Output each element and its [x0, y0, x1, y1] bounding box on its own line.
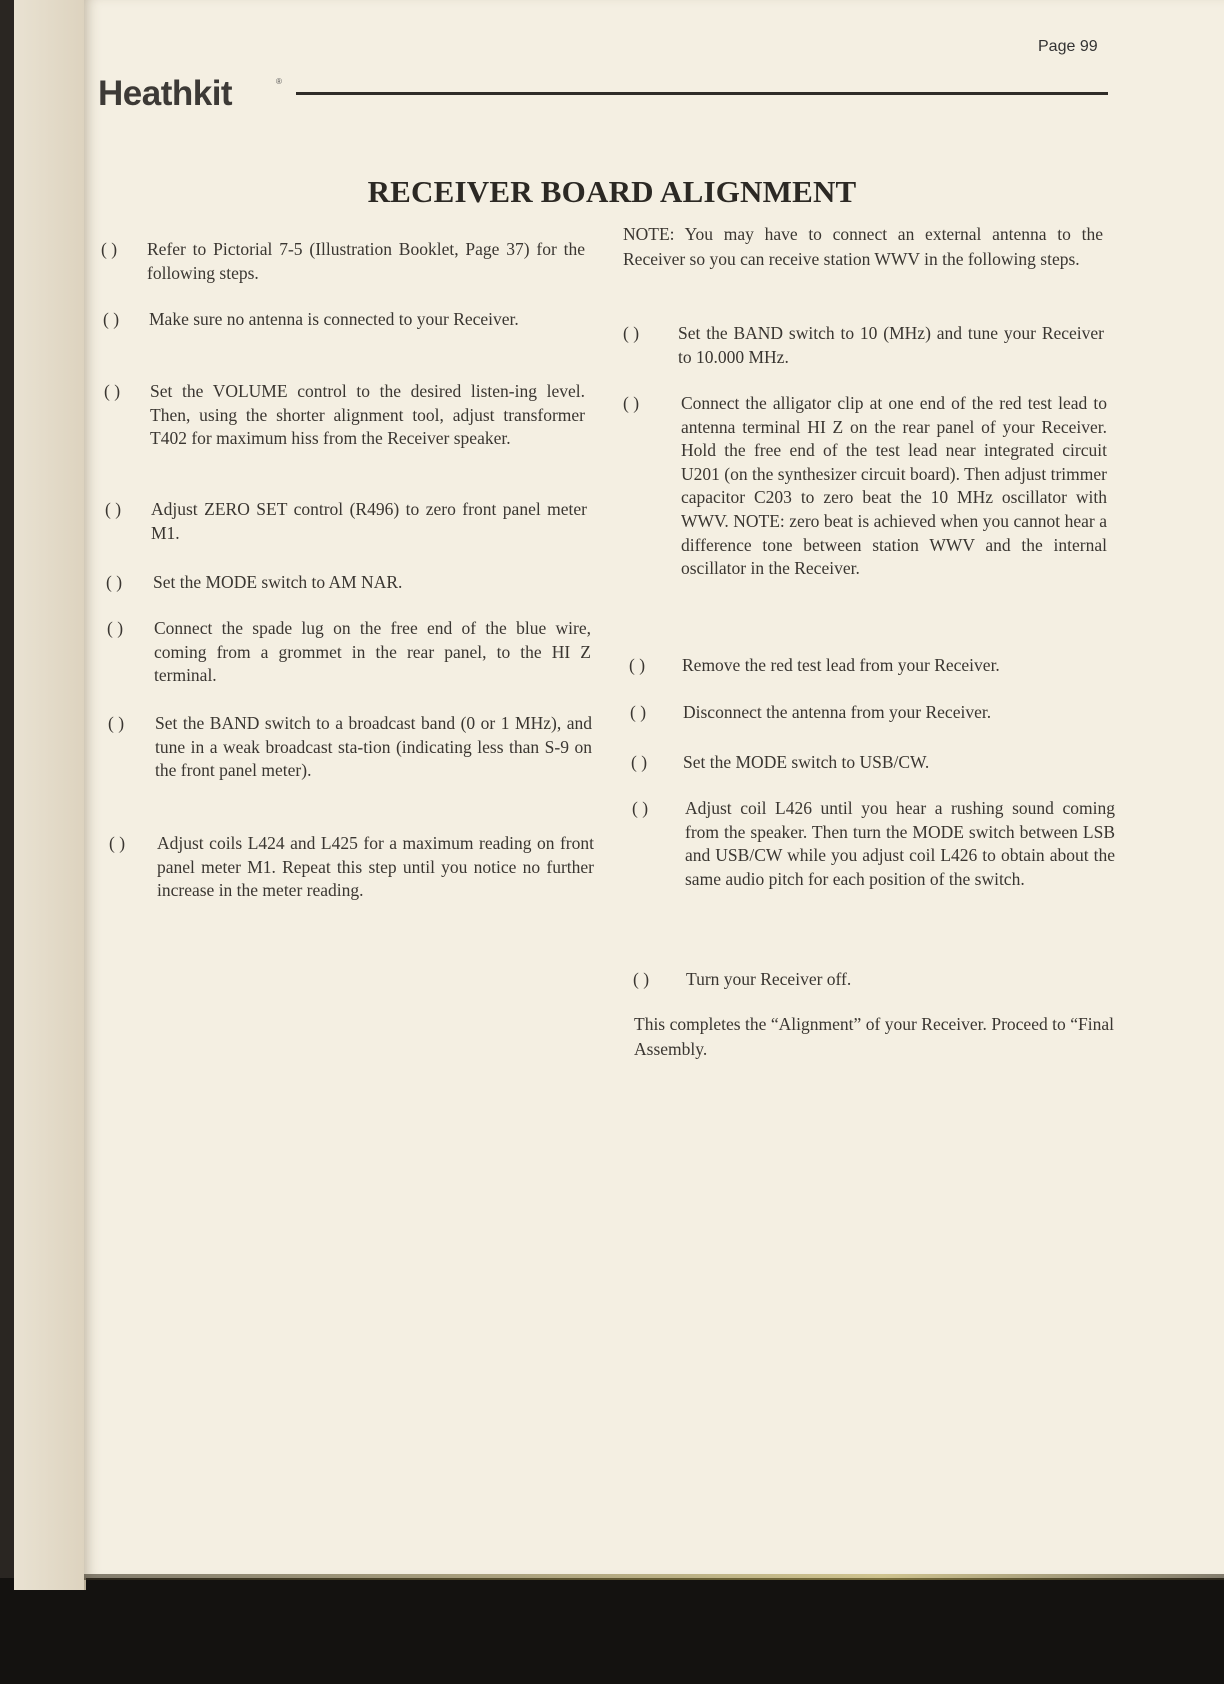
- step-checkbox[interactable]: ( ): [633, 969, 650, 989]
- step-text: Make sure no antenna is connected to your Receiver.: [149, 309, 519, 329]
- step-text: Refer to Pictorial 7-5 (Illustration Booklet, Page 37) for the following steps.: [147, 239, 585, 283]
- step-text: Set the VOLUME control to the desired listen-ing level. Then, using the shorter alignment tool, adjust transformer T402 for maximum hiss from the Receiver speaker.: [150, 381, 585, 449]
- step-checkbox[interactable]: ( ): [106, 572, 123, 592]
- step-checkbox[interactable]: ( ): [109, 833, 126, 853]
- step-text: Adjust coil L426 until you hear a rushing sound coming from the speaker. Then turn the MODE switch between LSB and USB/CW while you adjust coil L426 to obtain about the same audio pitch for each position of the switch.: [685, 798, 1115, 889]
- step-text: Set the MODE switch to AM NAR.: [153, 572, 403, 592]
- step-checkbox[interactable]: ( ): [101, 239, 118, 259]
- step-checkbox[interactable]: ( ): [630, 702, 647, 722]
- background-left-edge: [0, 0, 14, 1684]
- closing-paragraph: This completes the “Alignment” of your Receiver. Proceed to “Final Assembly.: [634, 1014, 1114, 1059]
- step-text: Set the BAND switch to 10 (MHz) and tune your Receiver to 10.000 MHz.: [678, 323, 1104, 367]
- step-text: Connect the alligator clip at one end of the red test lead to antenna terminal HI Z on the rear panel of your Receiver. Hold the free end of the test lead near integrated circuit U201 (on the synthesizer circuit board). Then adjust trimmer capacitor C203 to zero beat the 10 MHz oscillator with WWV. NOTE: zero beat is achieved when you cannot hear a difference tone between station WWV and the internal oscillator in the Receiver.: [681, 393, 1107, 579]
- step-text: Turn your Receiver off.: [686, 969, 852, 989]
- header-rule: [296, 92, 1108, 95]
- step-checkbox[interactable]: ( ): [103, 309, 120, 329]
- step-checkbox[interactable]: ( ): [632, 798, 649, 818]
- background-bottom: [0, 1578, 1224, 1684]
- step-text: Adjust ZERO SET control (R496) to zero front panel meter M1.: [151, 499, 587, 543]
- brand-logo: Heathkit: [98, 74, 233, 113]
- step-checkbox[interactable]: ( ): [629, 655, 646, 675]
- step-text: Disconnect the antenna from your Receiver.: [683, 702, 992, 722]
- step-text: Adjust coils L424 and L425 for a maximum reading on front panel meter M1. Repeat this step until you notice no further increase in the meter reading.: [157, 833, 594, 901]
- brand-registered-mark: ®: [276, 77, 282, 86]
- page-bottom-edge: [84, 1574, 1224, 1580]
- step-checkbox[interactable]: ( ): [108, 713, 125, 733]
- note-paragraph: NOTE: You may have to connect an external antenna to the Receiver so you can receive station WWV in the following steps.: [623, 224, 1103, 269]
- step-text: Set the BAND switch to a broadcast band (0 or 1 MHz), and tune in a weak broadcast sta-tion (indicating less than S-9 on the front panel meter).: [155, 713, 592, 781]
- step-checkbox[interactable]: ( ): [105, 499, 122, 519]
- step-checkbox[interactable]: ( ): [104, 381, 121, 401]
- previous-page-edge: [14, 0, 86, 1590]
- step-text: Connect the spade lug on the free end of the blue wire, coming from a grommet in the rear panel, to the HI Z terminal.: [154, 618, 591, 686]
- step-checkbox[interactable]: ( ): [107, 618, 124, 638]
- step-checkbox[interactable]: ( ): [623, 393, 640, 413]
- page-number: Page 99: [1038, 38, 1098, 55]
- step-checkbox[interactable]: ( ): [623, 323, 640, 343]
- step-checkbox[interactable]: ( ): [631, 752, 648, 772]
- step-text: Set the MODE switch to USB/CW.: [683, 752, 930, 772]
- page-title: RECEIVER BOARD ALIGNMENT: [367, 174, 857, 209]
- step-text: Remove the red test lead from your Receiver.: [682, 655, 1000, 675]
